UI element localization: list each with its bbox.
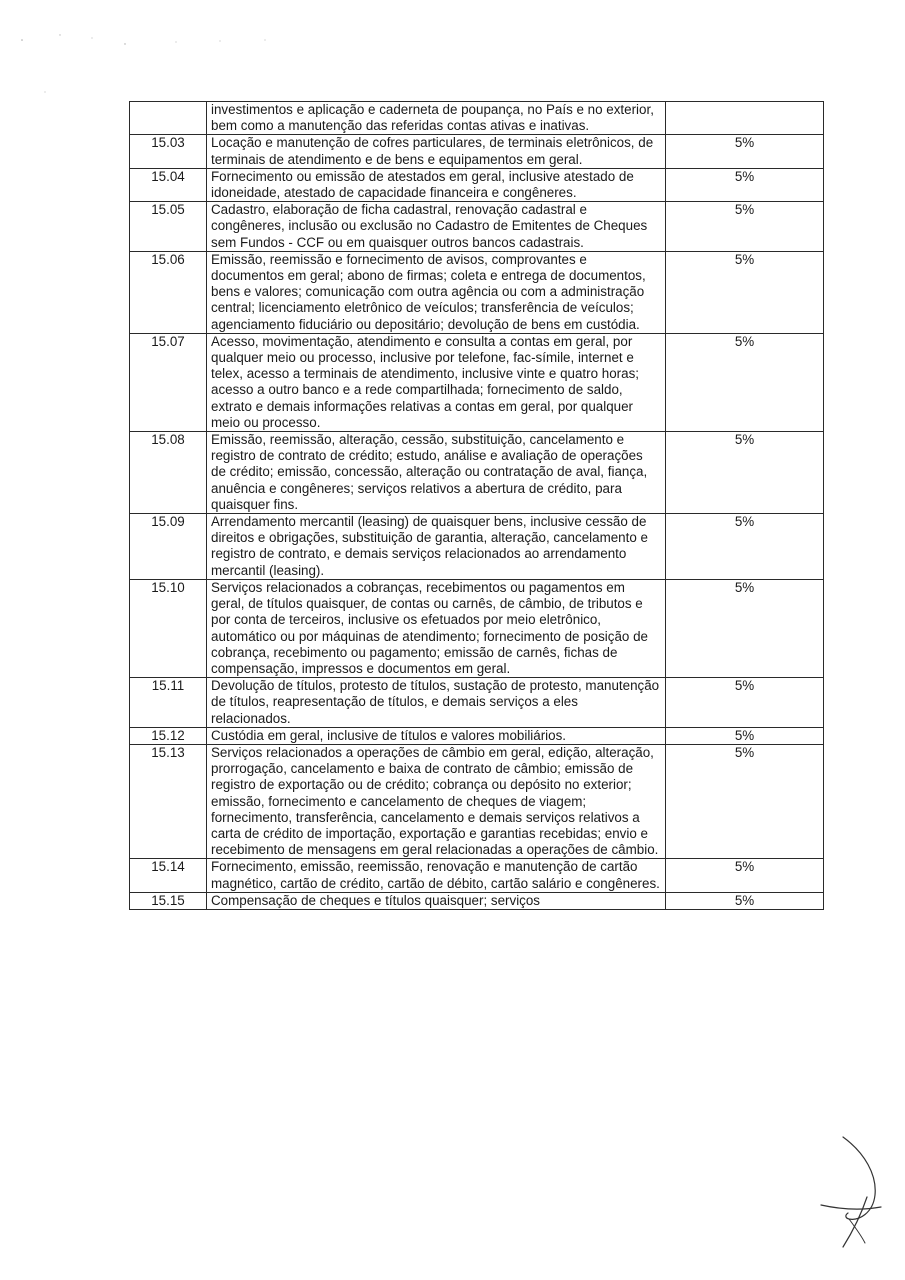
item-code: 15.06 — [130, 251, 207, 333]
item-code: 15.03 — [130, 135, 207, 168]
item-description: Locação e manutenção de cofres particulares, de terminais eletrônicos, de terminais de atendimento e de bens e equipamentos em geral. — [207, 135, 666, 168]
scan-specks — [0, 0, 300, 110]
item-description: Emissão, reemissão e fornecimento de avisos, comprovantes e documentos em geral; abono de firmas; coleta e entrega de documentos, bens e valores; comunicação com outra agência ou com a administração central; licenciamento eletrônico de veículos; transferência de veículos; agenciamento fiduciário ou depositário; devolução de bens em custódia. — [207, 251, 666, 333]
table-row — [130, 168, 824, 201]
item-description: Compensação de cheques e títulos quaisquer; serviços — [207, 892, 666, 909]
item-description: investimentos e aplicação e caderneta de poupança, no País e no exterior, bem como a manutenção das referidas contas ativas e inativas. — [207, 102, 666, 135]
item-code: 15.11 — [130, 678, 207, 728]
item-rate: 5% — [666, 432, 824, 514]
item-rate — [666, 102, 824, 135]
table-row — [130, 202, 824, 252]
item-rate: 5% — [666, 202, 824, 252]
table-row — [130, 859, 824, 892]
table-row — [130, 744, 824, 858]
item-code: 15.12 — [130, 727, 207, 744]
item-rate: 5% — [666, 859, 824, 892]
item-code: 15.07 — [130, 333, 207, 431]
item-description: Fornecimento ou emissão de atestados em geral, inclusive atestado de idoneidade, atestado de capacidade financeira e congêneres. — [207, 168, 666, 201]
item-code: 15.05 — [130, 202, 207, 252]
item-code — [130, 102, 207, 135]
service-table-body — [130, 102, 824, 910]
table-row — [130, 102, 824, 135]
table-row — [130, 579, 824, 677]
item-description: Fornecimento, emissão, reemissão, renovação e manutenção de cartão magnético, cartão de crédito, cartão de débito, cartão salário e congêneres. — [207, 859, 666, 892]
item-rate: 5% — [666, 333, 824, 431]
item-rate: 5% — [666, 251, 824, 333]
item-rate: 5% — [666, 579, 824, 677]
handwritten-signature — [815, 1135, 885, 1250]
table-row — [130, 892, 824, 909]
item-description: Devolução de títulos, protesto de títulos, sustação de protesto, manutenção de títulos, reapresentação de títulos, e demais serviços a eles relacionados. — [207, 678, 666, 728]
item-description: Acesso, movimentação, atendimento e consulta a contas em geral, por qualquer meio ou processo, inclusive por telefone, fac-símile, internet e telex, acesso a terminais de atendimento, inclusive vinte e quatro horas; acesso a outro banco e a rede compartilhada; fornecimento de saldo, extrato e demais informações relativas a contas em geral, por qualquer meio ou processo. — [207, 333, 666, 431]
item-rate: 5% — [666, 678, 824, 728]
item-code: 15.10 — [130, 579, 207, 677]
item-code: 15.04 — [130, 168, 207, 201]
item-description: Emissão, reemissão, alteração, cessão, substituição, cancelamento e registro de contrato de crédito; estudo, análise e avaliação de operações de crédito; emissão, concessão, alteração ou contratação de aval, fiança, anuência e congêneres; serviços relativos a abertura de crédito, para quaisquer fins. — [207, 432, 666, 514]
table-row — [130, 727, 824, 744]
item-description: Custódia em geral, inclusive de títulos e valores mobiliários. — [207, 727, 666, 744]
service-table — [129, 101, 824, 910]
table-row — [130, 678, 824, 728]
item-description: Arrendamento mercantil (leasing) de quaisquer bens, inclusive cessão de direitos e obrigações, substituição de garantia, alteração, cancelamento e registro de contrato, e demais serviços relacionados ao arrendamento mercantil (leasing). — [207, 514, 666, 580]
item-description: Cadastro, elaboração de ficha cadastral, renovação cadastral e congêneres, inclusão ou exclusão no Cadastro de Emitentes de Cheques sem Fundos - CCF ou em quaisquer outros bancos cadastrais. — [207, 202, 666, 252]
item-rate: 5% — [666, 514, 824, 580]
item-code: 15.08 — [130, 432, 207, 514]
item-description: Serviços relacionados a operações de câmbio em geral, edição, alteração, prorrogação, cancelamento e baixa de contrato de câmbio; emissão de registro de exportação ou de crédito; cobrança ou depósito no exterior; emissão, fornecimento e cancelamento de cheques de viagem; fornecimento, transferência, cancelamento e demais serviços relativos a carta de crédito de importação, exportação e garantias recebidas; envio e recebimento de mensagens em geral relacionadas a operações de câmbio. — [207, 744, 666, 858]
item-rate: 5% — [666, 892, 824, 909]
table-row — [130, 251, 824, 333]
item-rate: 5% — [666, 135, 824, 168]
item-code: 15.15 — [130, 892, 207, 909]
item-code: 15.09 — [130, 514, 207, 580]
table-row — [130, 135, 824, 168]
item-rate: 5% — [666, 168, 824, 201]
table-row — [130, 514, 824, 580]
table-row — [130, 333, 824, 431]
table-row — [130, 432, 824, 514]
item-rate: 5% — [666, 727, 824, 744]
item-rate: 5% — [666, 744, 824, 858]
item-code: 15.14 — [130, 859, 207, 892]
item-code: 15.13 — [130, 744, 207, 858]
item-description: Serviços relacionados a cobranças, recebimentos ou pagamentos em geral, de títulos quaisquer, de contas ou carnês, de câmbio, de tributos e por conta de terceiros, inclusive os efetuados por meio eletrônico, automático ou por máquinas de atendimento; fornecimento de posição de cobrança, recebimento ou pagamento; emissão de carnês, fichas de compensação, impressos e documentos em geral. — [207, 579, 666, 677]
